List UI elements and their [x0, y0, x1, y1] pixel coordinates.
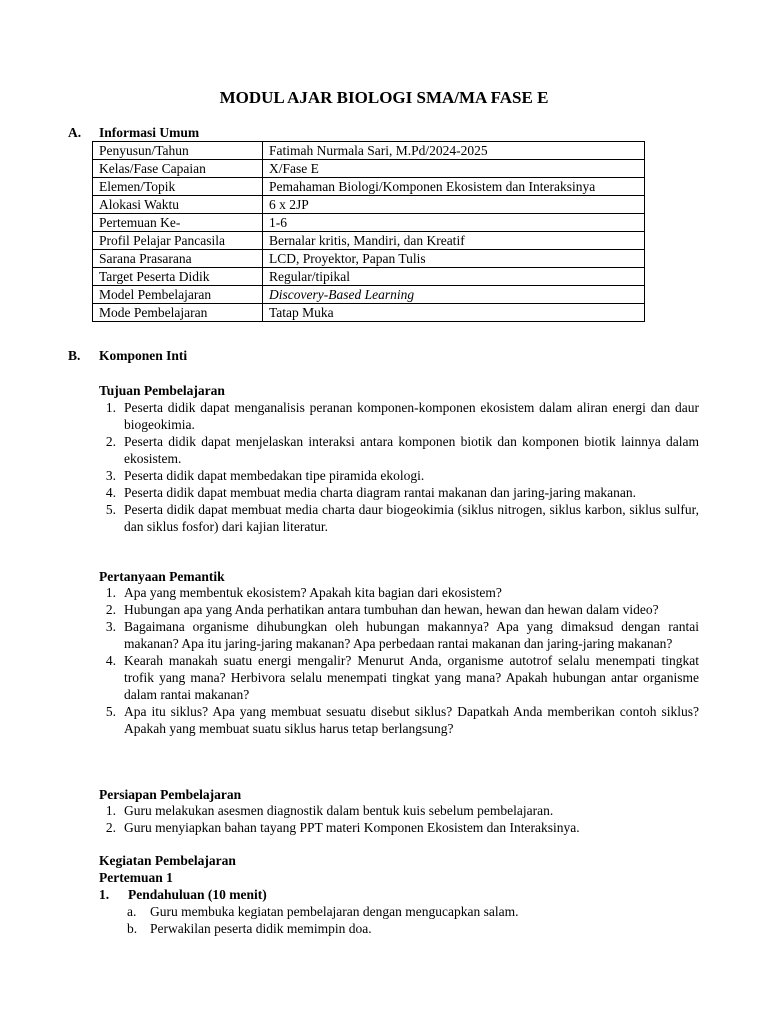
table-row — [93, 268, 645, 286]
list-number: 1. — [105, 803, 116, 818]
table-row — [93, 250, 645, 268]
table-row — [93, 196, 645, 214]
kegiatan-heading: Kegiatan Pembelajaran — [99, 853, 236, 868]
table-cell-key: Alokasi Waktu — [93, 196, 263, 214]
section-a-heading — [0, 124, 768, 141]
list-item — [96, 618, 699, 652]
table-cell-value: 1-6 — [263, 214, 645, 232]
list-number: 3. — [105, 468, 116, 483]
list-number: 5. — [105, 502, 116, 517]
document-title: MODUL AJAR BIOLOGI SMA/MA FASE E — [219, 88, 549, 107]
tujuan-list — [96, 399, 699, 535]
table-cell-key: Mode Pembelajaran — [93, 304, 263, 322]
list-text: Guru melakukan asesmen diagnostik dalam bentuk kuis sebelum pembelajaran. — [124, 803, 554, 818]
list-number: 1. — [105, 585, 116, 600]
section-b-title: Komponen Inti — [99, 348, 188, 363]
list-item — [96, 399, 699, 433]
pemantik-heading: Pertanyaan Pemantik — [99, 569, 225, 584]
table-cell-key: Elemen/Topik — [93, 178, 263, 196]
table-cell-value: Bernalar kritis, Mandiri, dan Kreatif — [263, 232, 645, 250]
step-title: Pendahuluan (10 menit) — [128, 887, 267, 902]
list-text: Peserta didik dapat membuat media charta daur biogeokimia (siklus nitrogen, siklus karbon, siklus sulfur, dan siklus fosfor) dari kajian literatur. — [124, 502, 699, 534]
list-number: 2. — [105, 602, 116, 617]
table-row — [93, 178, 645, 196]
pemantik-list — [96, 584, 699, 737]
list-text: Hubungan apa yang Anda perhatikan antara tumbuhan dan hewan, hewan dan hewan dalam video? — [124, 602, 659, 617]
list-item — [96, 433, 699, 467]
list-item — [96, 819, 699, 836]
tujuan-heading: Tujuan Pembelajaran — [99, 383, 225, 398]
table-cell-key: Pertemuan Ke- — [93, 214, 263, 232]
table-cell-value: Regular/tipikal — [263, 268, 645, 286]
section-a-letter: A. — [68, 125, 82, 140]
list-number: 4. — [105, 653, 116, 668]
table-cell-key: Sarana Prasarana — [93, 250, 263, 268]
persiapan-list — [96, 802, 699, 836]
list-item — [96, 484, 699, 501]
section-b-heading — [0, 347, 768, 364]
list-text: Guru menyiapkan bahan tayang PPT materi Komponen Ekosistem dan Interaksinya. — [124, 820, 580, 835]
persiapan-heading: Persiapan Pembelajaran — [99, 787, 242, 802]
table-cell-key: Penyusun/Tahun — [93, 142, 263, 160]
list-text: Kearah manakah suatu energi mengalir? Menurut Anda, organisme autotrof selalu menempati tingkat trofik yang mana? Herbivora selalu menempati tingkat yang mana? Apakah hubungan antar organisme dalam rantai makanan? — [124, 653, 699, 702]
table-cell-value: Tatap Muka — [263, 304, 645, 322]
table-cell-key: Kelas/Fase Capaian — [93, 160, 263, 178]
table-row — [93, 232, 645, 250]
list-text: Peserta didik dapat membuat media charta diagram rantai makanan dan jaring-jaring makanan. — [124, 485, 637, 500]
list-item — [96, 703, 699, 737]
table-cell-value: Discovery-Based Learning — [263, 286, 645, 304]
list-number: 4. — [105, 485, 116, 500]
list-text: Apa yang membentuk ekosistem? Apakah kita bagian dari ekosistem? — [124, 585, 502, 600]
list-item — [96, 652, 699, 703]
table-cell-key: Target Peserta Didik — [93, 268, 263, 286]
list-item — [96, 501, 699, 535]
sub-item-text: Guru membuka kegiatan pembelajaran dengan mengucapkan salam. — [150, 904, 519, 919]
sub-item-text: Perwakilan peserta didik memimpin doa. — [150, 921, 372, 936]
list-text: Peserta didik dapat menjelaskan interaksi antara komponen biotik dan komponen biotik lainnya dalam ekosistem. — [124, 434, 699, 466]
section-a-title: Informasi Umum — [99, 125, 200, 140]
table-cell-value: X/Fase E — [263, 160, 645, 178]
list-number: 3. — [105, 619, 116, 634]
table-row — [93, 214, 645, 232]
sub-item-letter: b. — [127, 921, 138, 936]
pertemuan-heading: Pertemuan 1 — [99, 870, 173, 885]
table-cell-value: Pemahaman Biologi/Komponen Ekosistem dan Interaksinya — [263, 178, 645, 196]
table-cell-value: LCD, Proyektor, Papan Tulis — [263, 250, 645, 268]
list-item — [96, 802, 699, 819]
list-number: 5. — [105, 704, 116, 719]
table-row — [93, 160, 645, 178]
list-text: Bagaimana organisme dihubungkan oleh hubungan makannya? Apa yang dimaksud dengan rantai makanan? Apa itu jaring-jaring makanan? Apa perbedaan rantai makanan dan jaring-jaring makanan? — [124, 619, 699, 651]
list-number: 2. — [105, 820, 116, 835]
list-text: Peserta didik dapat membedakan tipe piramida ekologi. — [124, 468, 425, 483]
list-item — [96, 601, 699, 618]
list-number: 2. — [105, 434, 116, 449]
list-text: Apa itu siklus? Apa yang membuat sesuatu disebut siklus? Dapatkah Anda memberikan contoh siklus? Apakah yang membuat suatu siklus harus tetap berlangsung? — [124, 704, 699, 736]
table-row — [93, 286, 645, 304]
table-cell-key: Model Pembelajaran — [93, 286, 263, 304]
list-item — [96, 584, 699, 601]
table-cell-value: 6 x 2JP — [263, 196, 645, 214]
section-b-letter: B. — [68, 348, 81, 363]
step-number: 1. — [99, 887, 110, 902]
table-cell-key: Profil Pelajar Pancasila — [93, 232, 263, 250]
list-text: Peserta didik dapat menganalisis peranan komponen-komponen ekosistem dalam aliran energi dan daur biogeokimia. — [124, 400, 699, 432]
list-item — [96, 467, 699, 484]
table-cell-value: Fatimah Nurmala Sari, M.Pd/2024-2025 — [263, 142, 645, 160]
list-number: 1. — [105, 400, 116, 415]
table-row — [93, 142, 645, 160]
table-row — [93, 304, 645, 322]
sub-item-letter: a. — [127, 904, 137, 919]
info-table — [92, 141, 645, 322]
